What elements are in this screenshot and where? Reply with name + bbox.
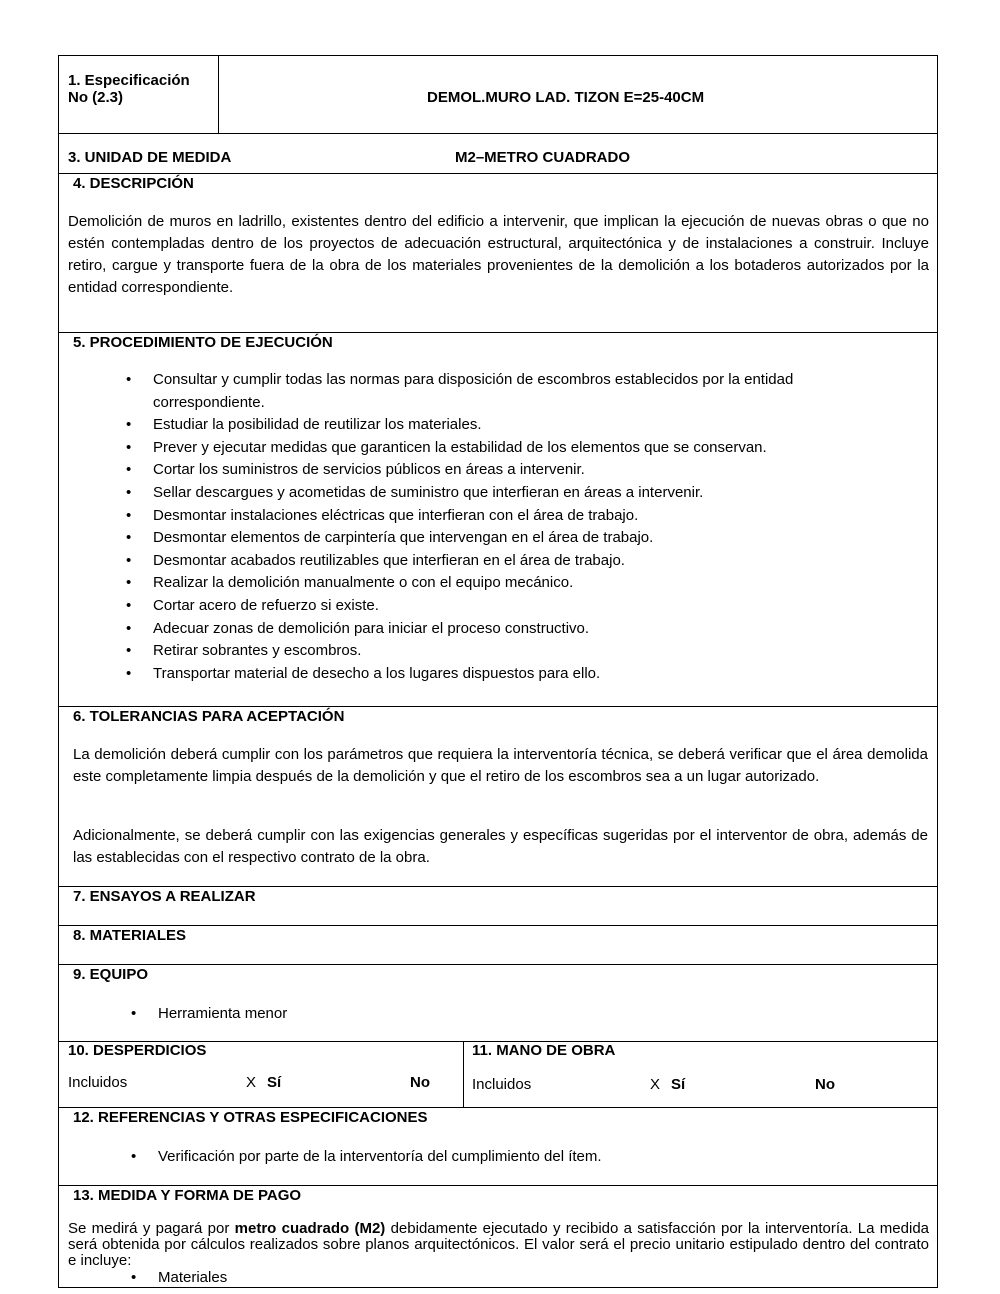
procedure-list-item: • Cortar acero de refuerzo si existe. (86, 595, 826, 618)
waste-included-label: Incluidos (68, 1074, 128, 1091)
references-list-item: • Verificación por parte de la interventoría del cumplimiento del ítem. (91, 1146, 891, 1169)
procedure-list-item: • Sellar descargues y acometidas de suministro que interfieran en áreas a intervenir. (86, 482, 826, 505)
spec-number-label (68, 72, 190, 106)
unit-value: M2–METRO CUADRADO (455, 149, 631, 166)
procedure-list-item: • Desmontar elementos de carpintería que intervengan en el área de trabajo. (86, 527, 826, 550)
waste-heading: 10. DESPERDICIOS (68, 1042, 207, 1059)
procedure-list-item: • Realizar la demolición manualmente o con el equipo mecánico. (86, 572, 826, 595)
procedure-list-item: • Desmontar instalaciones eléctricas que interfieran con el área de trabajo. (86, 505, 826, 528)
materials-section (59, 926, 937, 965)
tests-heading: 7. ENSAYOS A REALIZAR (73, 888, 256, 905)
waste-labor-row (59, 1042, 937, 1108)
tolerances-section (59, 707, 937, 887)
labor-included-label: Incluidos (472, 1076, 532, 1093)
tolerances-paragraph-2: Adicionalmente, se deberá cumplir con las exigencias generales y específicas sugeridas por el interventor de obra, además de las establecidas con el respectivo contrato de la obra. (73, 827, 928, 866)
labor-no: No (815, 1076, 835, 1093)
payment-list-item: • Materiales (91, 1270, 791, 1286)
procedure-list-item: • Desmontar acabados reutilizables que interfieran en el área de trabajo. (86, 550, 826, 573)
unit-row (59, 134, 937, 174)
specification-sheet (58, 55, 938, 1288)
references-list (91, 1146, 891, 1169)
labor-yes: Sí (671, 1076, 686, 1093)
procedure-heading: 5. PROCEDIMIENTO DE EJECUCIÓN (73, 334, 333, 351)
labor-heading: 11. MANO DE OBRA (472, 1042, 616, 1059)
procedure-list-item: • Prever y ejecutar medidas que garanticen la estabilidad de los elementos que se conservan. (86, 437, 826, 460)
spec-header-row (59, 56, 937, 134)
equipment-list (91, 1003, 791, 1026)
procedure-list-item: • Transportar material de desecho a los lugares dispuestos para ello. (86, 663, 826, 686)
references-section (59, 1108, 937, 1186)
waste-mark: X (246, 1074, 257, 1091)
unit-label: 3. UNIDAD DE MEDIDA (68, 149, 232, 166)
procedure-list-item: • Estudiar la posibilidad de reutilizar los materiales. (86, 414, 826, 437)
procedure-list-item: • Consultar y cumplir todas las normas para disposición de escombros establecidos por la entidad correspondiente. (86, 369, 826, 414)
procedure-list (86, 369, 826, 685)
labor-mark: X (650, 1076, 661, 1093)
waste-yes: Sí (267, 1074, 282, 1091)
procedure-section (59, 333, 937, 707)
spec-label-line2: No (2.3) (68, 89, 124, 106)
waste-no: No (410, 1074, 430, 1091)
tests-section (59, 887, 937, 926)
payment-text-bold: metro cuadrado (M2) (234, 1220, 386, 1237)
procedure-list-item: • Cortar los suministros de servicios públicos en áreas a intervenir. (86, 459, 826, 482)
payment-text (68, 1221, 929, 1269)
payment-list (91, 1270, 791, 1286)
payment-section (59, 1186, 937, 1287)
procedure-list-item: • Adecuar zonas de demolición para iniciar el proceso constructivo. (86, 618, 826, 641)
payment-text-pre: Se medirá y pagará por (68, 1220, 235, 1237)
payment-heading: 13. MEDIDA Y FORMA DE PAGO (73, 1187, 302, 1204)
equipment-heading: 9. EQUIPO (73, 966, 149, 983)
tolerances-paragraph-1: La demolición deberá cumplir con los parámetros que requiera la interventoría técnica, se deberá verificar que el área demolida este completamente limpia después de la demolición y que el retiro de los escombros sea a un lugar autorizado. (73, 746, 928, 785)
equipment-list-item: • Herramienta menor (91, 1003, 791, 1026)
description-text: Demolición de muros en ladrillo, existentes dentro del edificio a intervenir, que implican la ejecución de nuevas obras o que no estén contempladas dentro de los proyectos de adecuación estructural, arquitectónica y de instalaciones a construir. Incluye retiro, cargue y transporte fuera de la obra de los materiales provenientes de la demolición a los botaderos autorizados por la entidad correspondiente. (68, 213, 929, 296)
materials-heading: 8. MATERIALES (73, 927, 187, 944)
description-heading: 4. DESCRIPCIÓN (73, 175, 194, 192)
equipment-section (59, 965, 937, 1042)
payment-text-post: debidamente ejecutado y recibido a satisfacción por la interventoría. La medida será obtenida por cálculos realizados sobre planos arquitectónicos. El valor será el precio unitario estipulado dentro del contrato e incluye: (68, 1220, 929, 1269)
spec-title: DEMOL.MURO LAD. TIZON E=25-40CM (427, 89, 705, 106)
spec-label-line1: 1. Especificación (68, 72, 190, 89)
tolerances-heading: 6. TOLERANCIAS PARA ACEPTACIÓN (73, 708, 345, 725)
description-section (59, 174, 937, 333)
references-heading: 12. REFERENCIAS Y OTRAS ESPECIFICACIONES (73, 1109, 428, 1126)
procedure-list-item: • Retirar sobrantes y escombros. (86, 640, 826, 663)
